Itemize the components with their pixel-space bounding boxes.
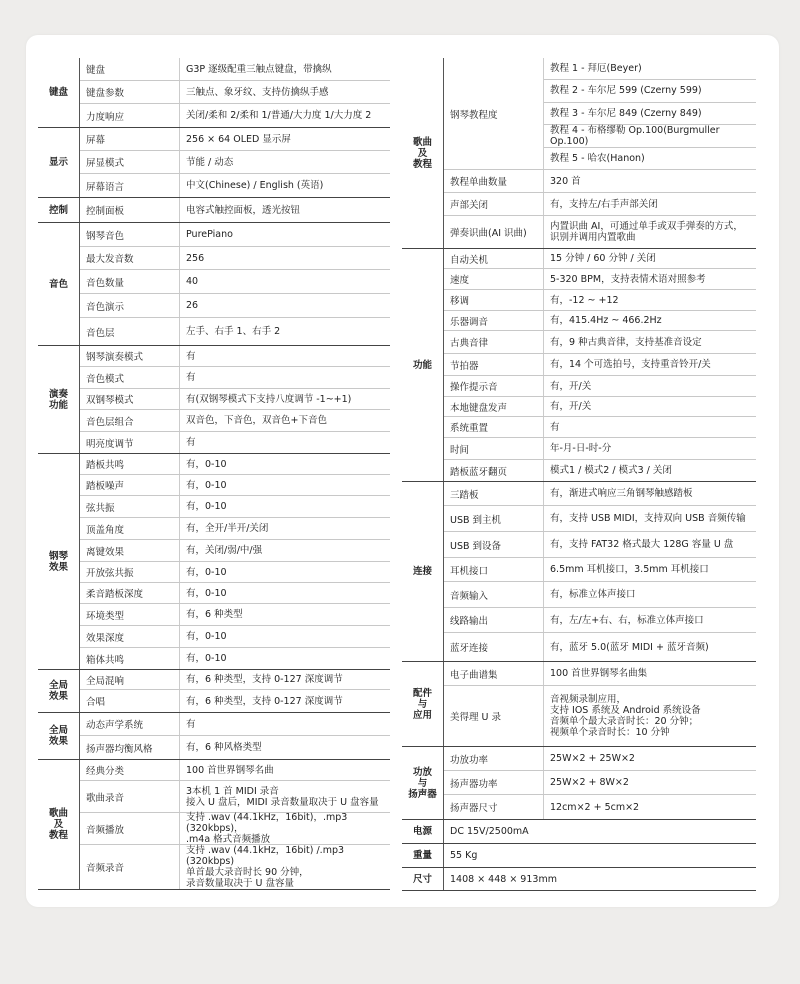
spec-key: 钢琴演奏模式 [80,346,180,366]
spec-key: 全局混响 [80,670,180,689]
category-label: 连接 [402,482,444,661]
category-label: 键盘 [38,58,80,127]
spec-row [444,558,756,582]
spec-group [38,128,390,198]
spec-value: 音视频录制应用， 支持 IOS 系统及 Android 系统设备 音频单个最大录音时长：20 分钟； 视频单个录音时长：10 分钟 [550,694,701,738]
spec-value: 三触点、象牙纹、支持仿擒纵手感 [186,86,329,98]
spec-value: 有，-12 ~ +12 [550,294,619,306]
spec-key: 节拍器 [444,354,544,375]
spec-row [444,249,756,269]
spec-key: 顶盖角度 [80,518,180,539]
spec-row [80,389,390,410]
spec-row [80,270,390,294]
spec-value: 有，415.4Hz ~ 466.2Hz [550,315,662,326]
spec-value: 有，9 种古典音律，支持基准音设定 [550,336,702,348]
spec-value-line: 教程 4 - 布格缪勒 Op.100(Burgmuller Op.100) [544,125,756,148]
spec-value: 3本机 1 首 MIDI 录音 接入 U 盘后，MIDI 录音数量取决于 U 盘容量 [186,785,379,808]
spec-row [444,662,756,686]
spec-table-left [38,58,390,890]
spec-value-line: 教程 1 - 拜厄(Beyer) [544,58,756,80]
spec-key: 功放功率 [444,747,544,770]
spec-row [444,417,756,438]
spec-group [38,223,390,346]
spec-row [444,331,756,354]
spec-value: 关闭/柔和 2/柔和 1/普通/大力度 1/大力度 2 [186,110,372,121]
spec-key: 三踏板 [444,482,544,505]
spec-value: 5-320 BPM，支持表情术语对照参考 [550,273,706,285]
spec-value: 有，蓝牙 5.0(蓝牙 MIDI + 蓝牙音频) [550,641,709,653]
spec-group [38,198,390,223]
spec-key: 移调 [444,290,544,310]
spec-row [80,128,390,151]
spec-group [38,713,390,760]
category-label: 全局 效果 [38,713,80,759]
spec-value: 有，开/关 [550,380,592,392]
spec-row [444,58,756,170]
spec-row [444,397,756,417]
spec-row [80,454,390,475]
spec-key: 音色演示 [80,294,180,317]
category-label: 功能 [402,249,444,481]
spec-value: 电容式触控面板，透光按钮 [186,204,301,216]
spec-group [402,844,756,868]
spec-value: 有，开/关 [550,401,592,412]
spec-value: 6.5mm 耳机接口，3.5mm 耳机接口 [550,564,709,575]
spec-value: 有，支持左/右手声部关闭 [550,198,658,210]
spec-row [444,582,756,608]
spec-key: 操作提示音 [444,376,544,396]
spec-value-line: 教程 3 - 车尔尼 849 (Czerny 849) [544,103,756,125]
spec-key: 电子曲谱集 [444,662,544,685]
spec-row [80,81,390,104]
category-label: 功放 与 扬声器 [402,747,444,819]
spec-row [80,346,390,367]
spec-row [80,781,390,813]
spec-value: 有 [186,372,196,383]
spec-value: 320 首 [550,175,581,187]
category-label: 配件 与 应用 [402,662,444,746]
spec-key: 效果深度 [80,626,180,647]
spec-row [444,170,756,193]
spec-row [80,410,390,432]
spec-row [444,438,756,460]
spec-row [444,311,756,331]
spec-key: 箱体共鸣 [80,648,180,669]
spec-key: 经典分类 [80,760,180,780]
spec-card [26,35,779,907]
spec-row [444,795,756,819]
spec-value: 中文(Chinese) / English (英语) [186,180,324,191]
spec-key: 柔音踏板深度 [80,583,180,603]
spec-key: 声部关闭 [444,193,544,215]
spec-key: 双钢琴模式 [80,389,180,409]
spec-row [80,813,390,845]
spec-key: 合唱 [80,690,180,712]
spec-row [444,269,756,290]
spec-key: 离键效果 [80,540,180,561]
spec-key: 弦共振 [80,496,180,517]
spec-row [80,496,390,518]
spec-table-right [402,58,756,891]
spec-key: 时间 [444,438,544,459]
spec-key: USB 到主机 [444,506,544,531]
spec-value: 有，0-10 [186,566,227,578]
spec-value: 有，渐进式响应三角钢琴触感踏板 [550,488,693,499]
spec-value: 节能 / 动态 [186,156,234,168]
category-label: 电源 [402,820,444,843]
spec-value: 支持 .wav (44.1kHz，16bit)，.mp3 (320kbps)， .m4a 格式音频播放 [186,812,348,845]
spec-group [402,249,756,482]
spec-group [402,58,756,249]
spec-value: 有 [186,350,196,362]
spec-row [80,604,390,626]
spec-key: USB 到设备 [444,532,544,557]
spec-row [80,626,390,648]
spec-value: 有，0-10 [186,501,227,512]
spec-value: 有，14 个可选拍号，支持重音铃开/关 [550,359,711,370]
spec-value: 256 × 64 OLED 显示屏 [186,133,291,145]
category-label: 尺寸 [402,868,444,890]
spec-value: 25W×2 + 8W×2 [550,777,629,788]
spec-key: 最大发音数 [80,247,180,269]
spec-key: 耳机接口 [444,558,544,581]
spec-row [444,376,756,397]
spec-key: 音频录音 [80,845,180,889]
spec-key: 踏板噪声 [80,475,180,495]
spec-key: 美得理 U 录 [444,686,544,746]
spec-value: 有，0-10 [186,479,227,491]
category-label: 控制 [38,198,80,222]
spec-group [38,760,390,890]
spec-value: 有，支持 FAT32 格式最大 128G 容量 U 盘 [550,539,734,550]
spec-row [444,532,756,558]
spec-row [80,736,390,759]
spec-row [80,713,390,736]
spec-key: 扬声器均衡风格 [80,736,180,759]
spec-value: 有，0-10 [186,587,227,599]
spec-key: 古典音律 [444,331,544,353]
spec-key: 蓝牙连接 [444,633,544,661]
spec-value: 256 [186,252,205,264]
spec-value: 有，6 种风格类型 [186,742,262,753]
spec-group [402,662,756,747]
spec-row [80,198,390,222]
spec-key: 屏幕语言 [80,174,180,197]
spec-row [444,354,756,376]
spec-value: 26 [186,300,199,311]
spec-key: 屏显模式 [80,151,180,173]
spec-key: 钢琴教程度 [444,58,544,169]
spec-group [38,58,390,128]
spec-key: 扬声器功率 [444,771,544,794]
spec-key: 踏板共鸣 [80,454,180,474]
spec-row [80,845,390,889]
spec-key: 音色模式 [80,367,180,388]
spec-row [80,583,390,604]
spec-key: 音频播放 [80,813,180,844]
category-label: 显示 [38,128,80,197]
spec-key: 系统重置 [444,417,544,437]
spec-value: 有，6 种类型 [186,609,243,620]
spec-value: 有(双钢琴模式下支持八度调节 -1~+1) [186,393,352,405]
spec-row [444,771,756,795]
spec-value: 40 [186,276,199,287]
spec-key: 音色层 [80,318,180,345]
spec-key: 明亮度调节 [80,432,180,453]
spec-row [444,290,756,311]
spec-group [402,868,756,891]
spec-row [444,460,756,481]
spec-row [80,294,390,318]
spec-row [80,690,390,712]
spec-row [444,193,756,216]
spec-value-line: 教程 2 - 车尔尼 599 (Czerny 599) [544,80,756,102]
spec-value: 有，支持 USB MIDI，支持双向 USB 音频传输 [550,513,746,524]
spec-row [80,174,390,197]
spec-row [80,223,390,247]
spec-value: 有，0-10 [186,631,227,642]
spec-row [80,540,390,562]
category-label: 歌曲 及 教程 [38,760,80,889]
spec-value: 内置识曲 AI，可通过单手或双手弹奏的方式， 识别并调用内置歌曲 [550,221,743,243]
spec-key: 音色数量 [80,270,180,293]
spec-value-line: 教程 5 - 哈农(Hanon) [550,152,645,164]
spec-row [80,58,390,81]
spec-row [80,518,390,540]
spec-row [80,760,390,781]
spec-row [444,506,756,532]
spec-group [402,820,756,844]
spec-value: PurePiano [186,229,233,240]
spec-value: 有，6 种类型，支持 0-127 深度调节 [186,695,343,707]
category-label: 全局 效果 [38,670,80,712]
spec-key: 速度 [444,269,544,289]
spec-key: 踏板蓝牙翻页 [444,460,544,481]
spec-row [80,648,390,669]
spec-key: 屏幕 [80,128,180,150]
spec-row [444,216,756,248]
spec-row [80,104,390,127]
spec-key: 键盘参数 [80,81,180,103]
spec-row [444,482,756,506]
spec-row [80,432,390,453]
spec-key: 音频输入 [444,582,544,607]
spec-value: 有，0-10 [186,458,227,470]
spec-key: 扬声器尺寸 [444,795,544,819]
spec-row [80,151,390,174]
spec-key: 音色层组合 [80,410,180,431]
category-label: 重量 [402,844,444,867]
spec-row [80,247,390,270]
spec-value: 双音色，下音色，双音色+下音色 [186,415,327,426]
spec-group [402,747,756,820]
spec-value: 左手、右手 1、右手 2 [186,326,281,337]
spec-value: 有，0-10 [186,653,227,664]
spec-value: 有，全开/半开/关闭 [186,523,269,534]
spec-group [38,670,390,713]
spec-key: 力度响应 [80,104,180,127]
spec-value: 年-月-日-时-分 [550,443,612,454]
spec-value: 有，左/左+右、右，标准立体声接口 [550,614,704,626]
spec-key: 钢琴音色 [80,223,180,246]
category-label: 音色 [38,223,80,345]
spec-value: 有，6 种类型，支持 0-127 深度调节 [186,674,343,685]
spec-value: 100 首世界钢琴名曲集 [550,668,648,679]
spec-group [38,454,390,670]
spec-value: 55 Kg [450,850,478,861]
spec-row [80,475,390,496]
spec-row [80,318,390,345]
spec-row [80,670,390,690]
spec-value: 有，标准立体声接口 [550,589,636,600]
spec-key: 键盘 [80,58,180,80]
spec-key: 乐器调音 [444,311,544,330]
spec-value: 1408 × 448 × 913mm [450,873,557,885]
spec-key: 动态声学系统 [80,713,180,735]
category-label: 歌曲 及 教程 [402,58,444,248]
spec-key: 弹奏识曲(AI 识曲) [444,216,544,248]
spec-key: 开放弦共振 [80,562,180,582]
spec-value: G3P 逐级配重三触点键盘，带擒纵 [186,63,332,75]
spec-value: DC 15V/2500mA [450,826,529,837]
spec-row [444,633,756,661]
spec-value-list [544,58,756,169]
spec-key: 线路输出 [444,608,544,632]
spec-value: 25W×2 + 25W×2 [550,753,635,764]
spec-key: 本地键盘发声 [444,397,544,416]
category-label: 钢琴 效果 [38,454,80,669]
spec-key: 歌曲录音 [80,781,180,812]
spec-value: 100 首世界钢琴名曲 [186,764,274,776]
spec-row [444,686,756,746]
spec-value: 15 分钟 / 60 分钟 / 关闭 [550,253,656,264]
spec-value: 有 [550,421,560,433]
category-label: 演奏 功能 [38,346,80,453]
spec-value: 模式1 / 模式2 / 模式3 / 关闭 [550,465,672,476]
spec-value: 支持 .wav (44.1kHz，16bit) /.mp3 (320kbps) 单首最大录音时长 90 分钟， 录音数量取决于 U 盘容量 [186,845,345,889]
spec-row [444,608,756,633]
spec-group [402,482,756,662]
spec-row [80,367,390,389]
spec-group [38,346,390,454]
spec-value: 有 [186,718,196,730]
spec-key: 教程单曲数量 [444,170,544,192]
spec-value: 12cm×2 + 5cm×2 [550,801,640,813]
spec-value: 有 [186,437,196,448]
spec-key: 环境类型 [80,604,180,625]
spec-row [444,747,756,771]
spec-row [80,562,390,583]
spec-key: 自动关机 [444,249,544,268]
spec-value: 有，关闭/弱/中/强 [186,545,263,556]
spec-key: 控制面板 [80,198,180,222]
